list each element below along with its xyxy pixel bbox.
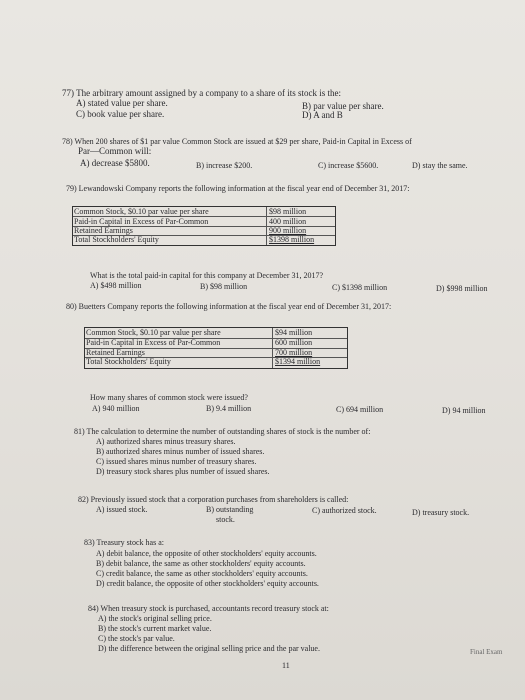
q79-table-row: Common Stock, $0.10 par value per share $98 million (74, 207, 307, 216)
q80-table-row: Retained Earnings 700 million (86, 348, 313, 357)
q79-equity-table (72, 206, 336, 246)
question-77-option-d: D) A and B (302, 110, 343, 120)
q80-table-row: Paid-in Capital in Excess of Par-Common 600 million (86, 338, 313, 347)
question-80-option-c: C) 694 million (336, 405, 384, 414)
question-78-option-c: C) increase $5600. (318, 161, 379, 170)
question-78-stem-cont: Par—Common will: (78, 146, 152, 156)
question-79-question: What is the total paid-in capital for this company at December 31, 2017? (90, 271, 324, 280)
question-83-option-a: A) debit balance, the opposite of other stockholders' equity accounts. (96, 549, 317, 558)
question-84-option-b: B) the stock's current market value. (98, 624, 212, 633)
question-79-option-c: C) $1398 million (332, 283, 388, 292)
question-78-option-b: B) increase $200. (196, 161, 253, 170)
question-82-option-a: A) issued stock. (96, 505, 148, 514)
question-80-option-a: A) 940 million (92, 404, 140, 413)
question-80-option-d: D) 94 million (442, 406, 486, 415)
question-79-option-d: D) $998 million (436, 284, 488, 293)
question-83-option-b: B) debit balance, the same as other stockholders' equity accounts. (96, 559, 306, 568)
question-81-option-b: B) authorized shares minus number of issued shares. (96, 447, 265, 456)
question-82-option-b: B) outstanding (206, 505, 254, 514)
question-84-option-a: A) the stock's original selling price. (98, 614, 212, 623)
question-77-option-b: B) par value per share. (302, 101, 384, 111)
q80-table-row: Total Stockholders' Equity $1394 million (86, 357, 321, 366)
question-83-option-d: D) credit balance, the opposite of other stockholders' equity accounts. (96, 579, 319, 588)
question-81-option-d: D) treasury stock shares plus number of issued shares. (96, 467, 270, 476)
q80-table-row: Common Stock, $0.10 par value per share $94 million (86, 328, 313, 337)
final-exam-mark: Final Exam (470, 648, 503, 656)
question-77-option-a: A) stated value per share. (76, 98, 168, 108)
question-84-option-d: D) the difference between the original selling price and the par value. (98, 644, 320, 653)
question-79-option-a: A) $498 million (90, 281, 142, 290)
q79-table-row: Retained Earnings 900 million (74, 226, 307, 235)
question-80-option-b: B) 9.4 million (206, 404, 252, 413)
question-81-stem: 81) The calculation to determine the number of outstanding shares of stock is the number of: (74, 427, 371, 436)
q80-equity-table (84, 327, 348, 369)
q79-table-row: Total Stockholders' Equity $1398 million (74, 235, 315, 244)
question-80-stem: 80) Buetters Company reports the following information at the fiscal year end of December 31, 2017: (66, 302, 392, 311)
question-83-stem: 83) Treasury stock has a: (84, 538, 164, 547)
question-78-option-a: A) decrease $5800. (80, 158, 150, 168)
question-82-option-b-cont: stock. (216, 515, 235, 524)
question-79-option-b: B) $98 million (200, 282, 248, 291)
question-81-option-c: C) issued shares minus number of treasury shares. (96, 457, 257, 466)
question-78-option-d: D) stay the same. (412, 161, 468, 170)
question-84-stem: 84) When treasury stock is purchased, accountants record treasury stock at: (88, 604, 329, 613)
question-81-option-a: A) authorized shares minus treasury shares. (96, 437, 236, 446)
q79-table-row: Paid-in Capital in Excess of Par-Common 400 million (74, 217, 307, 226)
page-number: 11 (282, 661, 290, 670)
question-82-option-d: D) treasury stock. (412, 508, 470, 517)
question-80-question: How many shares of common stock were issued? (90, 393, 248, 402)
question-82-option-c: C) authorized stock. (312, 506, 377, 515)
question-82-stem: 82) Previously issued stock that a corporation purchases from shareholders is called: (78, 495, 349, 504)
question-79-stem: 79) Lewandowski Company reports the following information at the fiscal year end of December 31, 2017: (66, 184, 410, 193)
question-84-option-c: C) the stock's par value. (98, 634, 175, 643)
question-78-stem: 78) When 200 shares of $1 par value Common Stock are issued at $29 per share, Paid-in Capital in Excess of (62, 137, 412, 146)
question-77-option-c: C) book value per share. (76, 109, 165, 119)
question-83-option-c: C) credit balance, the same as other stockholders' equity accounts. (96, 569, 308, 578)
question-77-stem: 77) The arbitrary amount assigned by a company to a share of its stock is the: (62, 88, 342, 98)
